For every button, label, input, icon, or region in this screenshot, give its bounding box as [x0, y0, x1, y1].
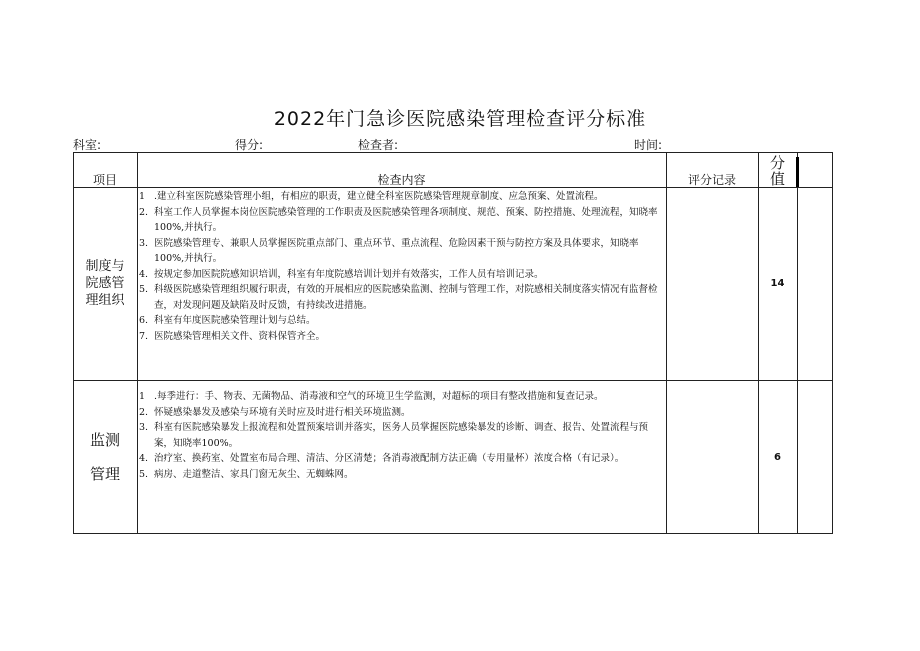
inspector-label: 检查者:	[358, 138, 399, 152]
score-table	[73, 152, 833, 534]
item-number: 3.	[139, 422, 149, 433]
dept-label: 科室:	[73, 138, 102, 152]
edge-mark	[796, 157, 799, 187]
list-item	[139, 451, 664, 467]
page-title: 2022年门急诊医院感染管理检查评分标准	[273, 108, 647, 130]
section-2-score: 6	[774, 452, 781, 463]
item-number: 6.	[139, 315, 149, 326]
item-number: 2.	[139, 406, 149, 418]
table-border-right	[832, 152, 833, 534]
list-item	[139, 267, 664, 283]
section-2-name	[73, 423, 137, 491]
header-value-line2: 值	[769, 170, 785, 188]
list-item	[139, 189, 664, 205]
item-text: .建立科室医院感染管理小组，有相应的职责，建立健全科室医院感染管理规章制度、应急预案、处置流程。	[154, 191, 604, 202]
item-text: 科室有年度医院感染管理计划与总结。	[154, 315, 316, 326]
section-2-items	[139, 389, 664, 482]
time-label: 时间:	[634, 138, 663, 152]
list-item	[139, 329, 664, 345]
col-divider-value	[797, 152, 798, 534]
section-1-name-line3: 理组织	[85, 293, 125, 308]
section-1-score: 14	[770, 278, 785, 289]
header-content: 检查内容	[377, 173, 426, 187]
item-number: 4.	[139, 268, 149, 280]
item-text: 科级医院感染管理组织履行职责，有效的开展相应的医院感染监测、控制与管理工作，对院感相关制度落实情况有监督检查，对发现问题及缺陷及时反馈，有持续改进措施。	[154, 284, 658, 311]
item-number: 4.	[139, 453, 149, 464]
item-text: 按规定参加医院院感知识培训，科室有年度院感培训计划并有效落实，工作人员有培训记录。	[154, 268, 544, 280]
item-text: 医院感染管理相关文件、资料保管齐全。	[154, 330, 326, 342]
item-text: 科室工作人员掌握本岗位医院感染管理的工作职责及医院感染管理各项制度、规范、预案、防控措施、处理流程，知晓率100%,并执行。	[154, 206, 658, 233]
header-value	[758, 155, 797, 187]
section-2-name-line2: 管理	[89, 465, 120, 483]
header-value-line1: 分	[769, 154, 785, 172]
table-border-top	[73, 152, 833, 153]
item-text: 病房、走道整洁、家具门窗无灰尘、无蜘蛛网。	[154, 468, 354, 480]
section-1-name-line1: 制度与	[85, 259, 125, 274]
score-label: 得分:	[235, 138, 264, 152]
list-item	[139, 389, 664, 405]
item-number: 3.	[139, 237, 149, 249]
item-number: 1	[139, 391, 146, 402]
table-border-bottom	[73, 533, 833, 534]
header-record: 评分记录	[687, 173, 736, 187]
list-item	[139, 236, 664, 267]
section-1-name	[73, 258, 137, 309]
section-divider	[73, 380, 833, 381]
list-item	[139, 313, 664, 329]
item-number: 1	[139, 191, 146, 202]
section-2-name-line1: 监测	[89, 431, 120, 449]
section-1-name-line2: 院感管	[85, 276, 125, 291]
item-text: .每季进行：手、物表、无菌物品、消毒液和空气的环境卫生学监测，对超标的项目有整改措施和复查记录。	[154, 391, 604, 402]
section-1-items	[139, 189, 664, 344]
col-divider-content	[666, 152, 667, 534]
item-number: 2.	[139, 206, 149, 218]
item-number: 5.	[139, 468, 149, 480]
item-text: 治疗室、换药室、处置室布局合理、清洁、分区清楚；各消毒液配制方法正确（专用量杯）浓度合格（有记录）。	[154, 453, 625, 464]
header-item: 项目	[92, 173, 117, 187]
col-divider-item	[137, 152, 138, 534]
item-number: 5.	[139, 284, 149, 295]
list-item	[139, 467, 664, 483]
list-item	[139, 205, 664, 236]
item-text: 科室有医院感染暴发上报流程和处置预案培训并落实，医务人员掌握医院感染暴发的诊断、调查、报告、处置流程与预案，知晓率100%。	[154, 422, 649, 449]
item-text: 医院感染管理专、兼职人员掌握医院重点部门、重点环节、重点流程、危险因素干预与防控方案及具体要求，知晓率100%,并执行。	[154, 237, 639, 264]
list-item	[139, 420, 664, 451]
list-item	[139, 405, 664, 421]
item-number: 7.	[139, 330, 149, 342]
item-text: 怀疑感染暴发及感染与环境有关时应及时进行相关环境监测。	[154, 406, 411, 418]
list-item	[139, 282, 664, 313]
col-divider-record	[758, 152, 759, 534]
